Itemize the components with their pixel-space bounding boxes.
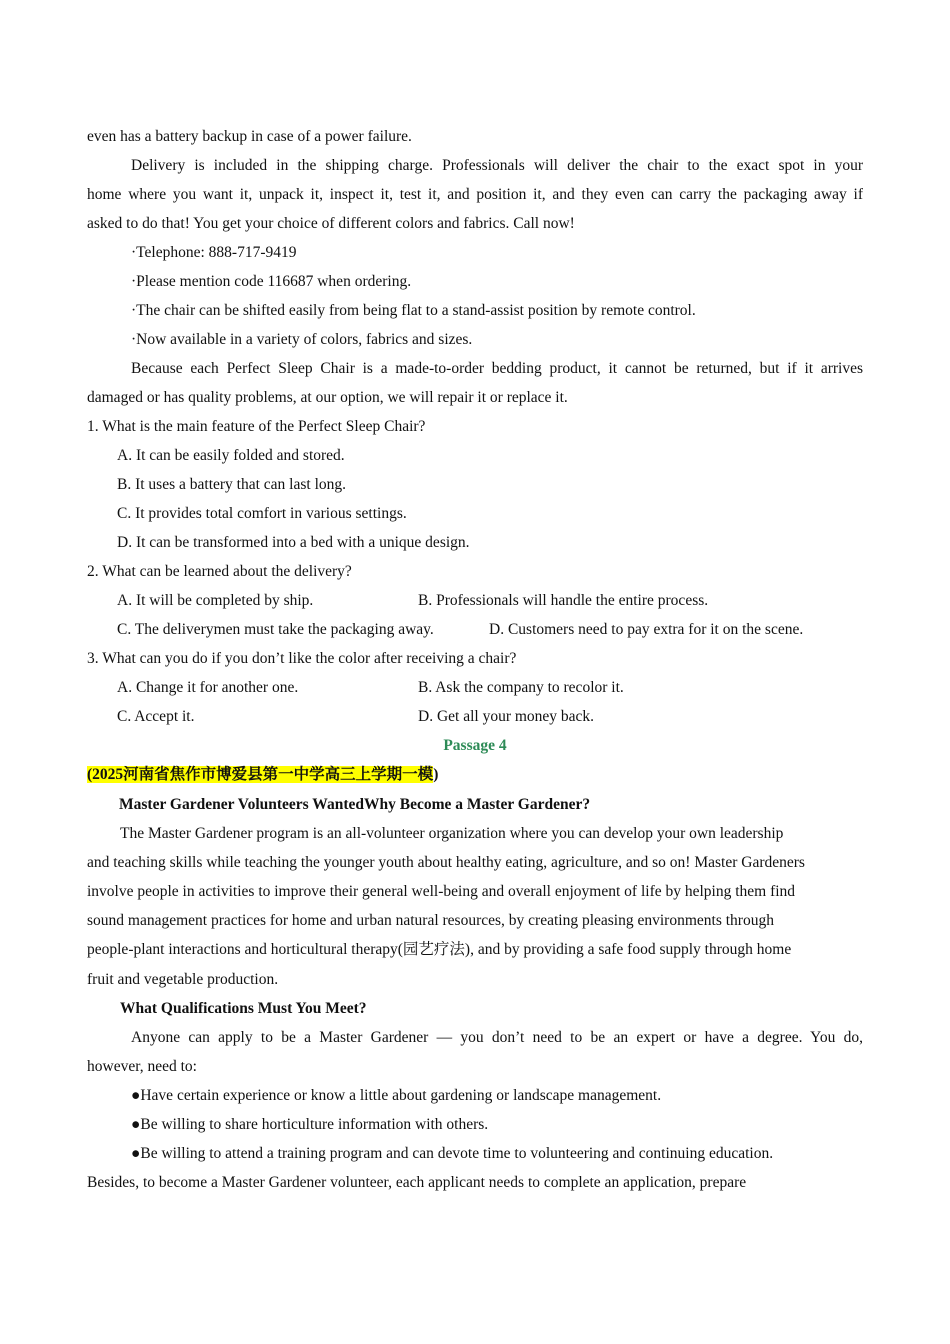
paragraph-line: however, need to:: [87, 1058, 197, 1075]
paragraph-line: even has a battery backup in case of a power failure.: [87, 128, 412, 145]
paragraph-line: Delivery is included in the shipping charge. Professionals will deliver the chair to the exact spot in your: [131, 157, 863, 174]
option-b: B. Ask the company to recolor it.: [418, 679, 624, 696]
bullet-item: ●Be willing to attend a training program and can devote time to volunteering and continuing education.: [131, 1145, 774, 1162]
paragraph-line: Anyone can apply to be a Master Gardener — you don’t need to be an expert or have a degree. You do,: [131, 1029, 863, 1046]
source-close: ): [433, 766, 439, 783]
option-c: C. Accept it.: [117, 708, 195, 725]
paragraph-line: The Master Gardener program is an all-volunteer organization where you can develop your own leadership: [120, 825, 784, 842]
passage-title: Master Gardener Volunteers WantedWhy Become a Master Gardener?: [119, 796, 591, 813]
source-text: 2025河南省焦作市博爱县第一中学高三上学期一模: [92, 766, 434, 783]
section-subheading: What Qualifications Must You Meet?: [120, 1000, 367, 1017]
paragraph-line: asked to do that! You get your choice of different colors and fabrics. Call now!: [87, 215, 575, 232]
option-a: A. It will be completed by ship.: [117, 592, 314, 609]
option-d: D. It can be transformed into a bed with a unique design.: [117, 534, 470, 551]
paragraph-line: involve people in activities to improve their general well-being and overall enjoyment of life by helping them find: [87, 883, 796, 900]
paragraph-line: sound management practices for home and urban natural resources, by creating pleasing environments through: [87, 912, 774, 929]
source-open: (: [87, 766, 93, 783]
bullet-item: ·Please mention code 116687 when ordering.: [131, 273, 412, 290]
bullet-item: ●Be willing to share horticulture information with others.: [131, 1116, 489, 1133]
passage-heading: Passage 4: [443, 737, 507, 754]
option-b: B. Professionals will handle the entire process.: [418, 592, 709, 609]
question-stem: 1. What is the main feature of the Perfect Sleep Chair?: [87, 418, 426, 435]
option-c: C. It provides total comfort in various settings.: [117, 505, 407, 522]
paragraph-line: and teaching skills while teaching the younger youth about healthy eating, agriculture, and so on! Master Gardeners: [87, 854, 805, 871]
paragraph-line: fruit and vegetable production.: [87, 971, 279, 988]
option-c: C. The deliverymen must take the packaging away.: [117, 621, 434, 638]
question-stem: 3. What can you do if you don’t like the color after receiving a chair?: [87, 650, 517, 667]
bullet-item: ·Now available in a variety of colors, fabrics and sizes.: [131, 331, 473, 348]
paragraph-line: people-plant interactions and horticultural therapy(园艺疗法), and by providing a safe food supply through home: [87, 941, 792, 958]
option-d: D. Get all your money back.: [418, 708, 595, 725]
paragraph-line: home where you want it, unpack it, inspect it, test it, and position it, and they even can carry the packaging away if: [87, 186, 863, 203]
bullet-item: ●Have certain experience or know a little about gardening or landscape management.: [131, 1087, 662, 1104]
question-stem: 2. What can be learned about the delivery?: [87, 563, 352, 580]
option-a: A. Change it for another one.: [117, 679, 299, 696]
paragraph-line: Besides, to become a Master Gardener volunteer, each applicant needs to complete an application, prepare: [87, 1174, 747, 1191]
paragraph-line: damaged or has quality problems, at our option, we will repair it or replace it.: [87, 389, 568, 406]
option-b: B. It uses a battery that can last long.: [117, 476, 346, 493]
bullet-item: ·Telephone: 888-717-9419: [131, 244, 297, 261]
bullet-item: ·The chair can be shifted easily from being flat to a stand-assist position by remote control.: [131, 302, 696, 319]
source-label: [87, 760, 863, 789]
option-a: A. It can be easily folded and stored.: [117, 447, 345, 464]
paragraph-line: Because each Perfect Sleep Chair is a made-to-order bedding product, it cannot be returned, but if it arrives: [131, 360, 863, 377]
option-d: D. Customers need to pay extra for it on the scene.: [489, 621, 804, 638]
